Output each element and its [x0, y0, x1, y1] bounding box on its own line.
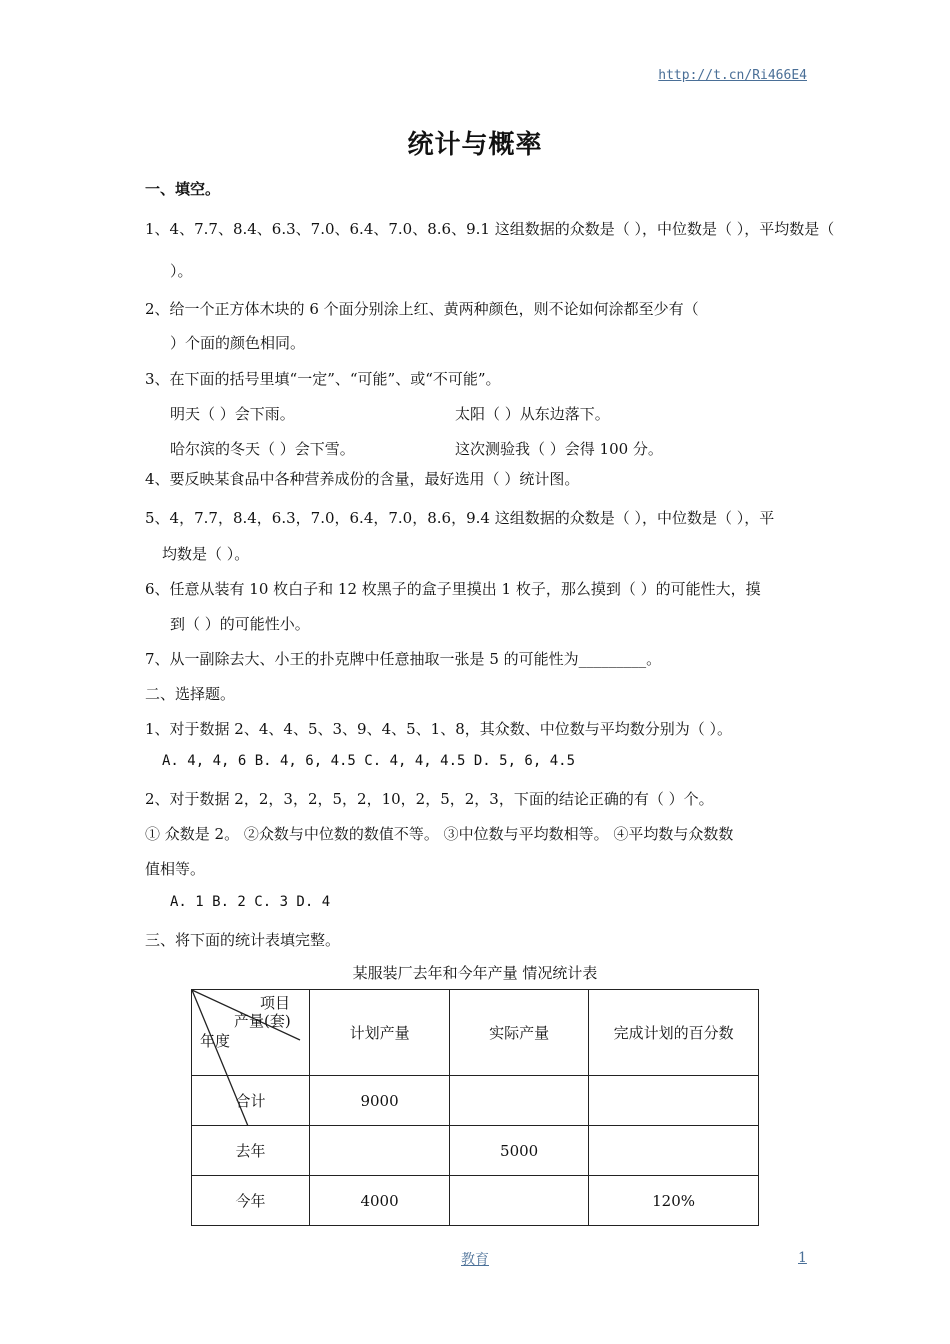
column-header-actual: 实际产量: [450, 990, 589, 1076]
row-plan-cell: 9000: [310, 1076, 450, 1126]
q5-line1: 5、4，7.7，8.4，6.3，7.0，6.4，7.0，8.6，9.4 这组数据的众数是（ ），中位数是（ ），平: [145, 509, 775, 527]
table-caption: 某服装厂去年和今年产量 情况统计表: [352, 964, 598, 982]
table-row: [192, 1176, 759, 1226]
mc-q2-statements-line2: 值相等。: [145, 860, 206, 878]
table-header-row: [192, 990, 759, 1076]
column-header-plan: 计划产量: [310, 990, 450, 1076]
section2-heading: 二、选择题。: [145, 685, 236, 703]
mc-q2: 2、对于数据 2，2，3，2，5，2，10，2，5，2，3，下面的结论正确的有（ ）个。: [145, 790, 714, 808]
q3-item-b: 太阳（ ）从东边落下。: [455, 405, 610, 423]
q2-line1: 2、给一个正方体木块的 6 个面分别涂上红、黄两种颜色，则不论如何涂都至少有（: [145, 300, 699, 318]
q4: 4、要反映某食品中各种营养成份的含量，最好选用（ ）统计图。: [145, 470, 580, 488]
page-title: 统计与概率: [407, 130, 543, 160]
row-percent-cell: 120%: [589, 1176, 759, 1226]
q6-line1: 6、任意从装有 10 枚白子和 12 枚黑子的盒子里摸出 1 枚子，那么摸到（ ）的可能性大，摸: [145, 580, 761, 598]
mc-q2-statements-line1: ① 众数是 2。 ②众数与中位数的数值不等。 ③中位数与平均数相等。 ④平均数与众数数: [145, 825, 734, 843]
q5-line2: 均数是（ ）。: [162, 545, 250, 563]
row-percent-cell: [589, 1076, 759, 1126]
q3-item-c: 哈尔滨的冬天（ ）会下雪。: [170, 440, 355, 458]
row-actual-cell: [450, 1176, 589, 1226]
q6-line2: 到（ ）的可能性小。: [170, 615, 310, 633]
q2-line2: ）个面的颜色相同。: [170, 334, 306, 352]
section3-heading: 三、将下面的统计表填完整。: [145, 931, 341, 949]
mc-q2-options: A. 1 B. 2 C. 3 D. 4: [170, 894, 331, 910]
row-year-cell: 合计: [192, 1076, 310, 1126]
header-unit-label: 产量(套): [234, 1012, 291, 1030]
table-row: [192, 1126, 759, 1176]
header-year-label: 年度: [200, 1032, 231, 1050]
diagonal-header-cell: [192, 990, 310, 1076]
q3-line1: 3、在下面的括号里填“一定”、“可能”、或“不可能”。: [145, 370, 501, 388]
page-number: 1: [798, 1250, 807, 1266]
source-url-link[interactable]: http://t.cn/Ri466E4: [658, 68, 807, 83]
q1-line2: ）。: [170, 262, 193, 280]
mc-q1-options: A. 4, 4, 6 B. 4, 6, 4.5 C. 4, 4, 4.5 D. 5, 6, 4.5: [162, 753, 576, 769]
column-header-percent: 完成计划的百分数: [589, 990, 759, 1076]
q3-item-a: 明天（ ）会下雨。: [170, 405, 295, 423]
mc-q1: 1、对于数据 2、4、4、5、3、9、4、5、1、8，其众数、中位数与平均数分别为（ ）。: [145, 720, 733, 738]
section1-heading: 一、填空。: [145, 180, 221, 198]
row-actual-cell: [450, 1076, 589, 1126]
row-year-cell: 去年: [192, 1126, 310, 1176]
row-actual-cell: 5000: [450, 1126, 589, 1176]
row-plan-cell: 4000: [310, 1176, 450, 1226]
footer-center-link[interactable]: 教育: [461, 1252, 489, 1268]
row-plan-cell: [310, 1126, 450, 1176]
q1-line1: 1、4、7.7、8.4、6.3、7.0、6.4、7.0、8.6、9.1 这组数据的众数是（ ），中位数是（ ），平均数是（: [145, 220, 835, 238]
row-percent-cell: [589, 1126, 759, 1176]
row-year-cell: 今年: [192, 1176, 310, 1226]
production-stat-table: [191, 989, 759, 1226]
header-item-label: 项目: [260, 994, 291, 1012]
q7: 7、从一副除去大、小王的扑克牌中任意抽取一张是 5 的可能性为_________。: [145, 650, 662, 668]
q3-item-d: 这次测验我（ ）会得 100 分。: [455, 440, 663, 458]
